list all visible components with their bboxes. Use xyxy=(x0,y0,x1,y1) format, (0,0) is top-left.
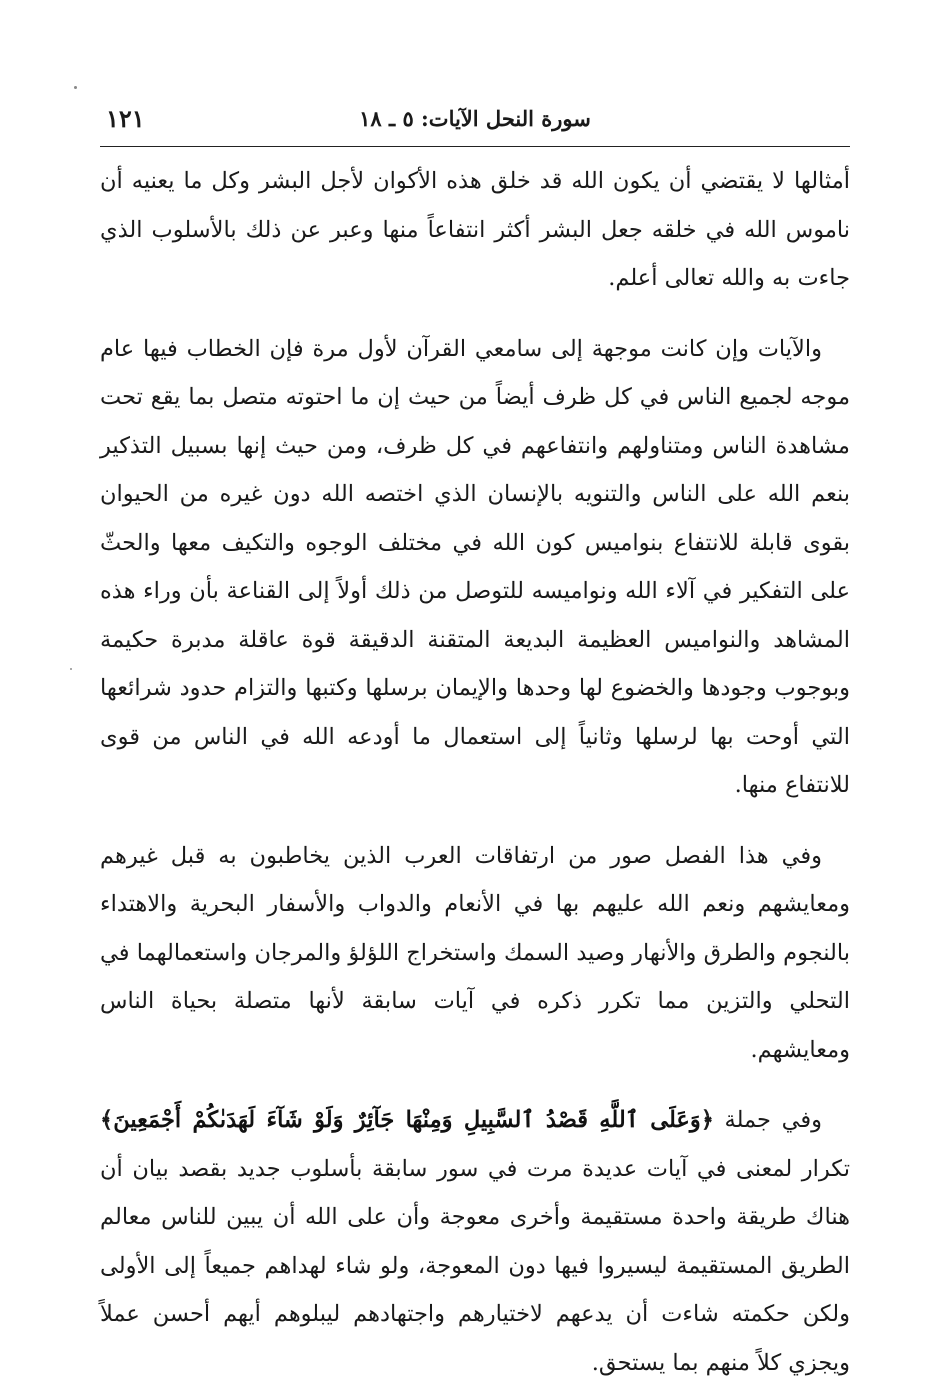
verse-lead: وفي جملة xyxy=(724,1107,822,1133)
scan-speck xyxy=(70,668,72,670)
paragraph-4 xyxy=(100,1096,850,1387)
paragraph-3: وفي هذا الفصل صور من ارتفاقات العرب الذين يخاطبون به قبل غيرهم ومعايشهم ونعم الله عليهم بها في الأنعام والدواب والأسفار البحرية والاهتداء بالنجوم والطرق والأنهار وصيد السمك واستخراج اللؤلؤ والمرجان واستعمالهما في التحلي والتزين مما تكرر ذكره في آيات سابقة لأنها متصلة بحياة الناس ومعايشهم. xyxy=(100,842,850,1063)
book-page xyxy=(100,100,850,1376)
paragraph-2: والآيات وإن كانت موجهة إلى سامعي القرآن لأول مرة فإن الخطاب فيها عام موجه لجميع الناس في كل ظرف أيضاً من حيث إن ما احتوته متصل بما يقع تحت مشاهدة الناس ومتناولهم وانتفاعهم في كل ظرف، ومن حيث إنها بسبيل التذكير بنعم الله على الناس والتنويه بالإنسان الذي اختصه الله دون غيره من الحيوان بقوى قابلة للانتفاع بنواميس كون الله في مختلف الوجوه والتكيف معها والحثّ على التفكير في آلاء الله ونواميسه للتوصل من ذلك أولاً إلى القناعة بأن وراء هذه المشاهد والنواميس العظيمة البديعة المتقنة الدقيقة قوة عاقلة مدبرة حكيمة وبوجوب وجودها والخضوع لها وحدها والإيمان برسلها وكتبها والتزام حدود شرائعها التي أوحت بها لرسلها وثانياً إلى استعمال ما أودعه الله في الناس من قوى للانتفاع منها. xyxy=(100,335,850,798)
header-title: سورة النحل الآيات: ٥ ـ ١٨ xyxy=(359,106,591,131)
running-header xyxy=(100,100,850,147)
verse-bracket-close: ﴾ xyxy=(100,1107,114,1133)
paragraph-4-text: تكرار لمعنى في آيات عديدة مرت في سور سابقة بأسلوب جديد بقصد بيان أن هناك طريقة واحدة مستقيمة وأخرى معوجة وأن على الله أن يبين للناس معالم الطريق المستقيمة ليسيروا فيها دون المعوجة، ولو شاء لهداهم جميعاً إلى الأولى ولكن حكمته شاءت أن يدعهم لاختيارهم واجتهادهم ليبلوهم أيهم أحسن عملاً ويجزي كلاً منهم بما يستحق. xyxy=(100,1155,850,1376)
verse-bracket-open: ﴿ xyxy=(700,1107,714,1133)
quran-verse: وَعَلَى ٱللَّهِ قَصْدُ ٱلسَّبِيلِ وَمِنْهَا جَآئِرٌ وَلَوْ شَآءَ لَهَدَىٰكُمْ أَجْمَعِينَ xyxy=(113,1107,701,1133)
body-text xyxy=(100,157,850,1387)
scan-speck xyxy=(74,86,77,89)
page-number: ١٢١ xyxy=(106,104,145,133)
paragraph-1: أمثالها لا يقتضي أن يكون الله قد خلق هذه الأكوان لأجل البشر وكل ما يعنيه أن ناموس الله في خلقه جعل البشر أكثر انتفاعاً منها وعبر عن ذلك بالأسلوب الذي جاءت به والله تعالى أعلم. xyxy=(100,168,850,291)
